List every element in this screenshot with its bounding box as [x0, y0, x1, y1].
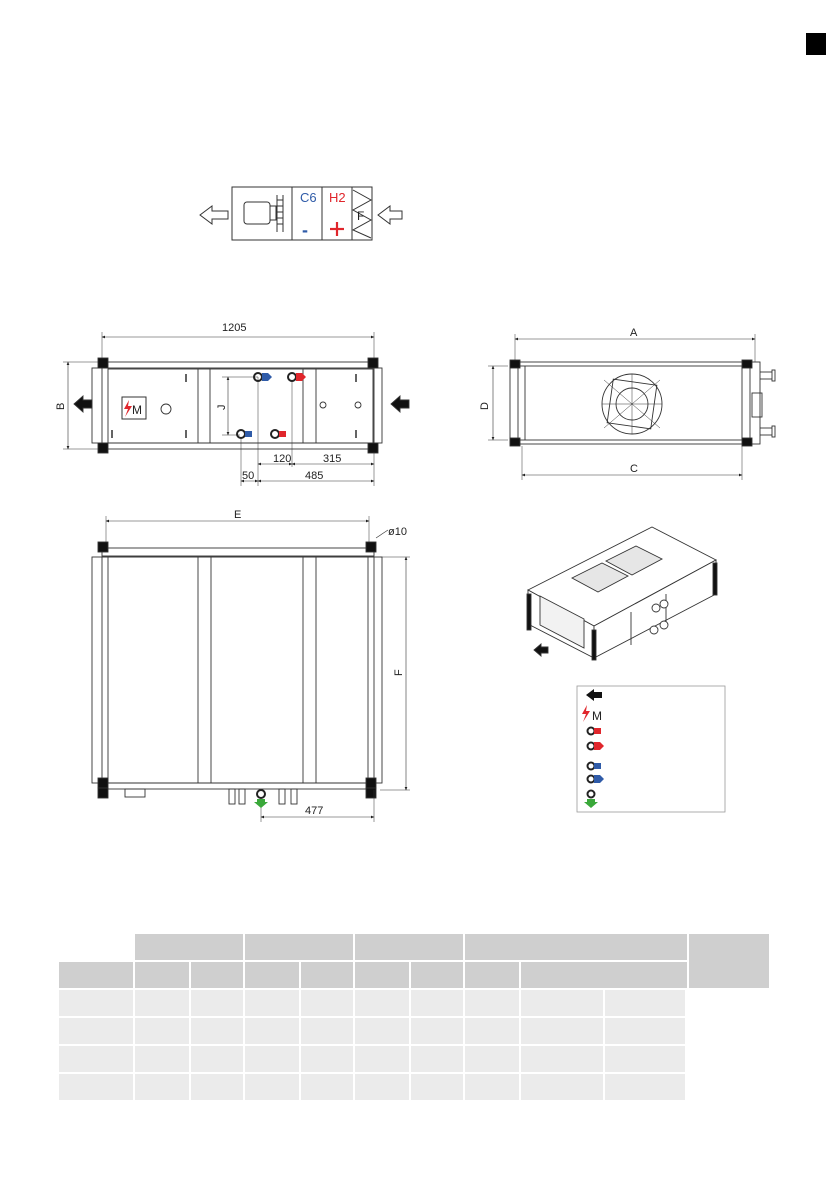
legend-motor-label: M — [592, 709, 602, 723]
dim-b: B — [55, 402, 67, 410]
inlet-arrow-icon — [378, 206, 402, 224]
heater-code: H2 — [329, 190, 346, 205]
table-header-cell — [465, 934, 687, 960]
legend-cooling-return-icon — [594, 763, 601, 769]
front-outlet-arrow-icon — [74, 396, 92, 412]
dim-d: D — [479, 402, 491, 410]
motor-label: M — [132, 403, 142, 417]
dim-315: 315 — [323, 453, 342, 465]
water-connector-icons — [237, 373, 306, 438]
outlet-arrow-icon — [200, 206, 228, 224]
table-header-cell — [245, 934, 353, 960]
dim-j: J — [216, 404, 228, 410]
drain-connector-icon — [254, 790, 268, 808]
heater-plus-icon — [330, 222, 344, 236]
dim-e: E — [234, 509, 242, 521]
front-view — [63, 332, 409, 486]
spec-table — [57, 932, 771, 1102]
fan-icon — [244, 202, 270, 224]
dim-f: F — [393, 669, 405, 676]
dim-length: 1205 — [222, 322, 247, 334]
dim-120: 120 — [273, 453, 292, 465]
dim-50: 50 — [242, 470, 255, 482]
cooler-code: C6 — [300, 190, 317, 205]
dim-hole: ø10 — [388, 526, 407, 538]
top-view — [92, 516, 410, 822]
table-header-row-1 — [59, 934, 769, 960]
dim-477: 477 — [305, 805, 324, 817]
front-inlet-arrow-icon — [391, 396, 409, 412]
legend-heating-return-icon — [594, 728, 601, 734]
table-row — [59, 1018, 769, 1044]
motor-lightning-icon — [124, 400, 132, 417]
table-header-cell — [689, 934, 769, 988]
table-header-cell — [135, 934, 243, 960]
filter-code: F — [357, 209, 365, 223]
table-header-cell — [355, 934, 463, 960]
table-row — [59, 1074, 769, 1100]
isometric-view — [527, 527, 717, 660]
table-header-row-2 — [59, 962, 769, 988]
legend — [577, 686, 725, 812]
dim-a: A — [630, 327, 638, 339]
dim-c: C — [630, 463, 638, 475]
end-view — [488, 334, 775, 480]
cooler-sign: - — [302, 220, 308, 240]
table-row — [59, 1046, 769, 1072]
switch-icon — [161, 404, 171, 414]
table-row — [59, 990, 769, 1016]
dim-485: 485 — [305, 470, 324, 482]
